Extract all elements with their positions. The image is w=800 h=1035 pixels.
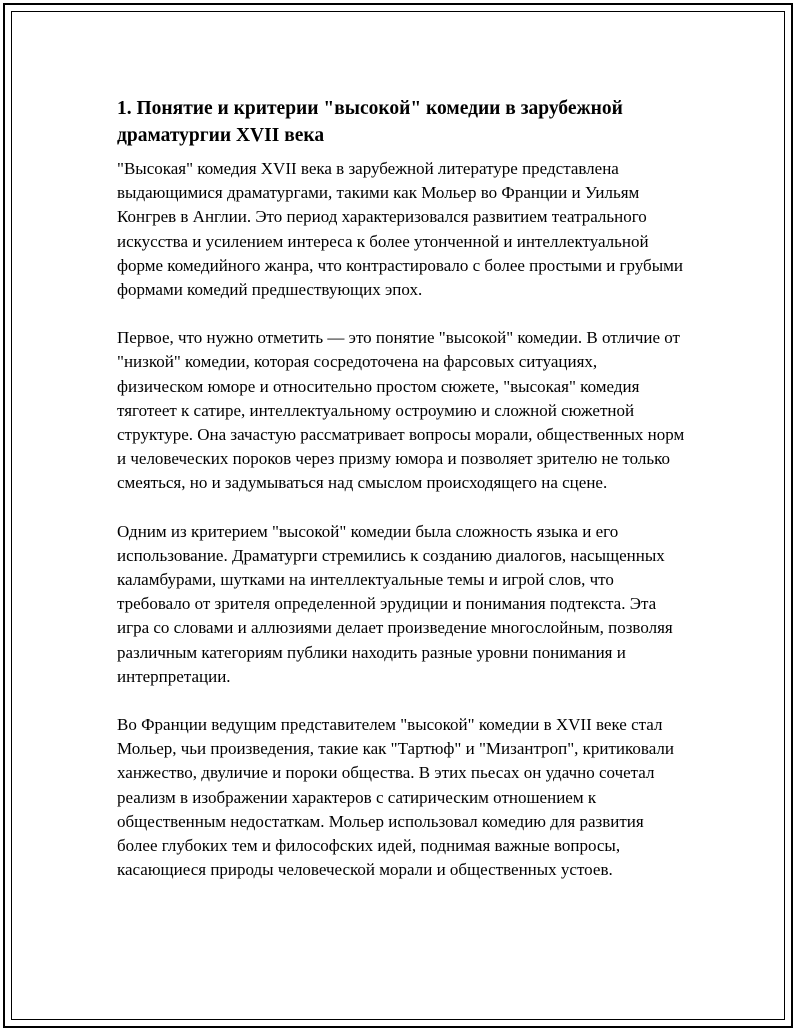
paragraph-2: Первое, что нужно отметить — это понятие "высокой" комедии. В отличие от "низкой" комедии, которая сосредоточена на фарсовых ситуациях, физическом юморе и относительно простом сюжете, "высокая" комедия тяготеет к сатире, интеллектуальному остроумию и сложной сюжетной структуре. Она зачастую рассматривает вопросы морали, общественных норм и человеческих пороков через призму юмора и позволяет зрителю не только смеяться, но и задумываться над смыслом происходящего на сцене. [117, 328, 685, 493]
paragraph-3: Одним из критерием "высокой" комедии была сложность языка и его использование. Драматурги стремились к созданию диалогов, насыщенных каламбурами, шутками на интеллектуальные темы и игрой слов, что требовало от зрителя определенной эрудиции и понимания подтекста. Эта игра со словами и аллюзиями делает произведение многослойным, позволяя различным категориям публики находить разные уровни понимания и интерпретации. [117, 521, 673, 686]
section-heading: 1. Понятие и критерии "высокой" комедии в зарубежной драматургии XVII века [117, 98, 623, 146]
paragraph-1: "Высокая" комедия XVII века в зарубежной литературе представлена выдающимися драматургами, такими как Мольер во Франции и Уильям Конгрев в Англии. Это период характеризовался развитием театрального искусства и усилением интереса к более утонченной и интеллектуальной форме комедийного жанра, что контрастировало с более простыми и грубыми формами комедий предшествующих эпох. [117, 159, 683, 300]
paragraph-4: Во Франции ведущим представителем "высокой" комедии в XVII веке стал Мольер, чьи произведения, такие как "Тартюф" и "Мизантроп", критиковали ханжество, двуличие и пороки общества. В этих пьесах он удачно сочетал реализм в изображении характеров с сатирическим отношением к общественным недостаткам. Мольер использовал комедию для развития более глубоких тем и философских идей, поднимая важные вопросы, касающиеся природы человеческой морали и общественных устоев. [117, 715, 675, 880]
document-body [117, 95, 687, 906]
